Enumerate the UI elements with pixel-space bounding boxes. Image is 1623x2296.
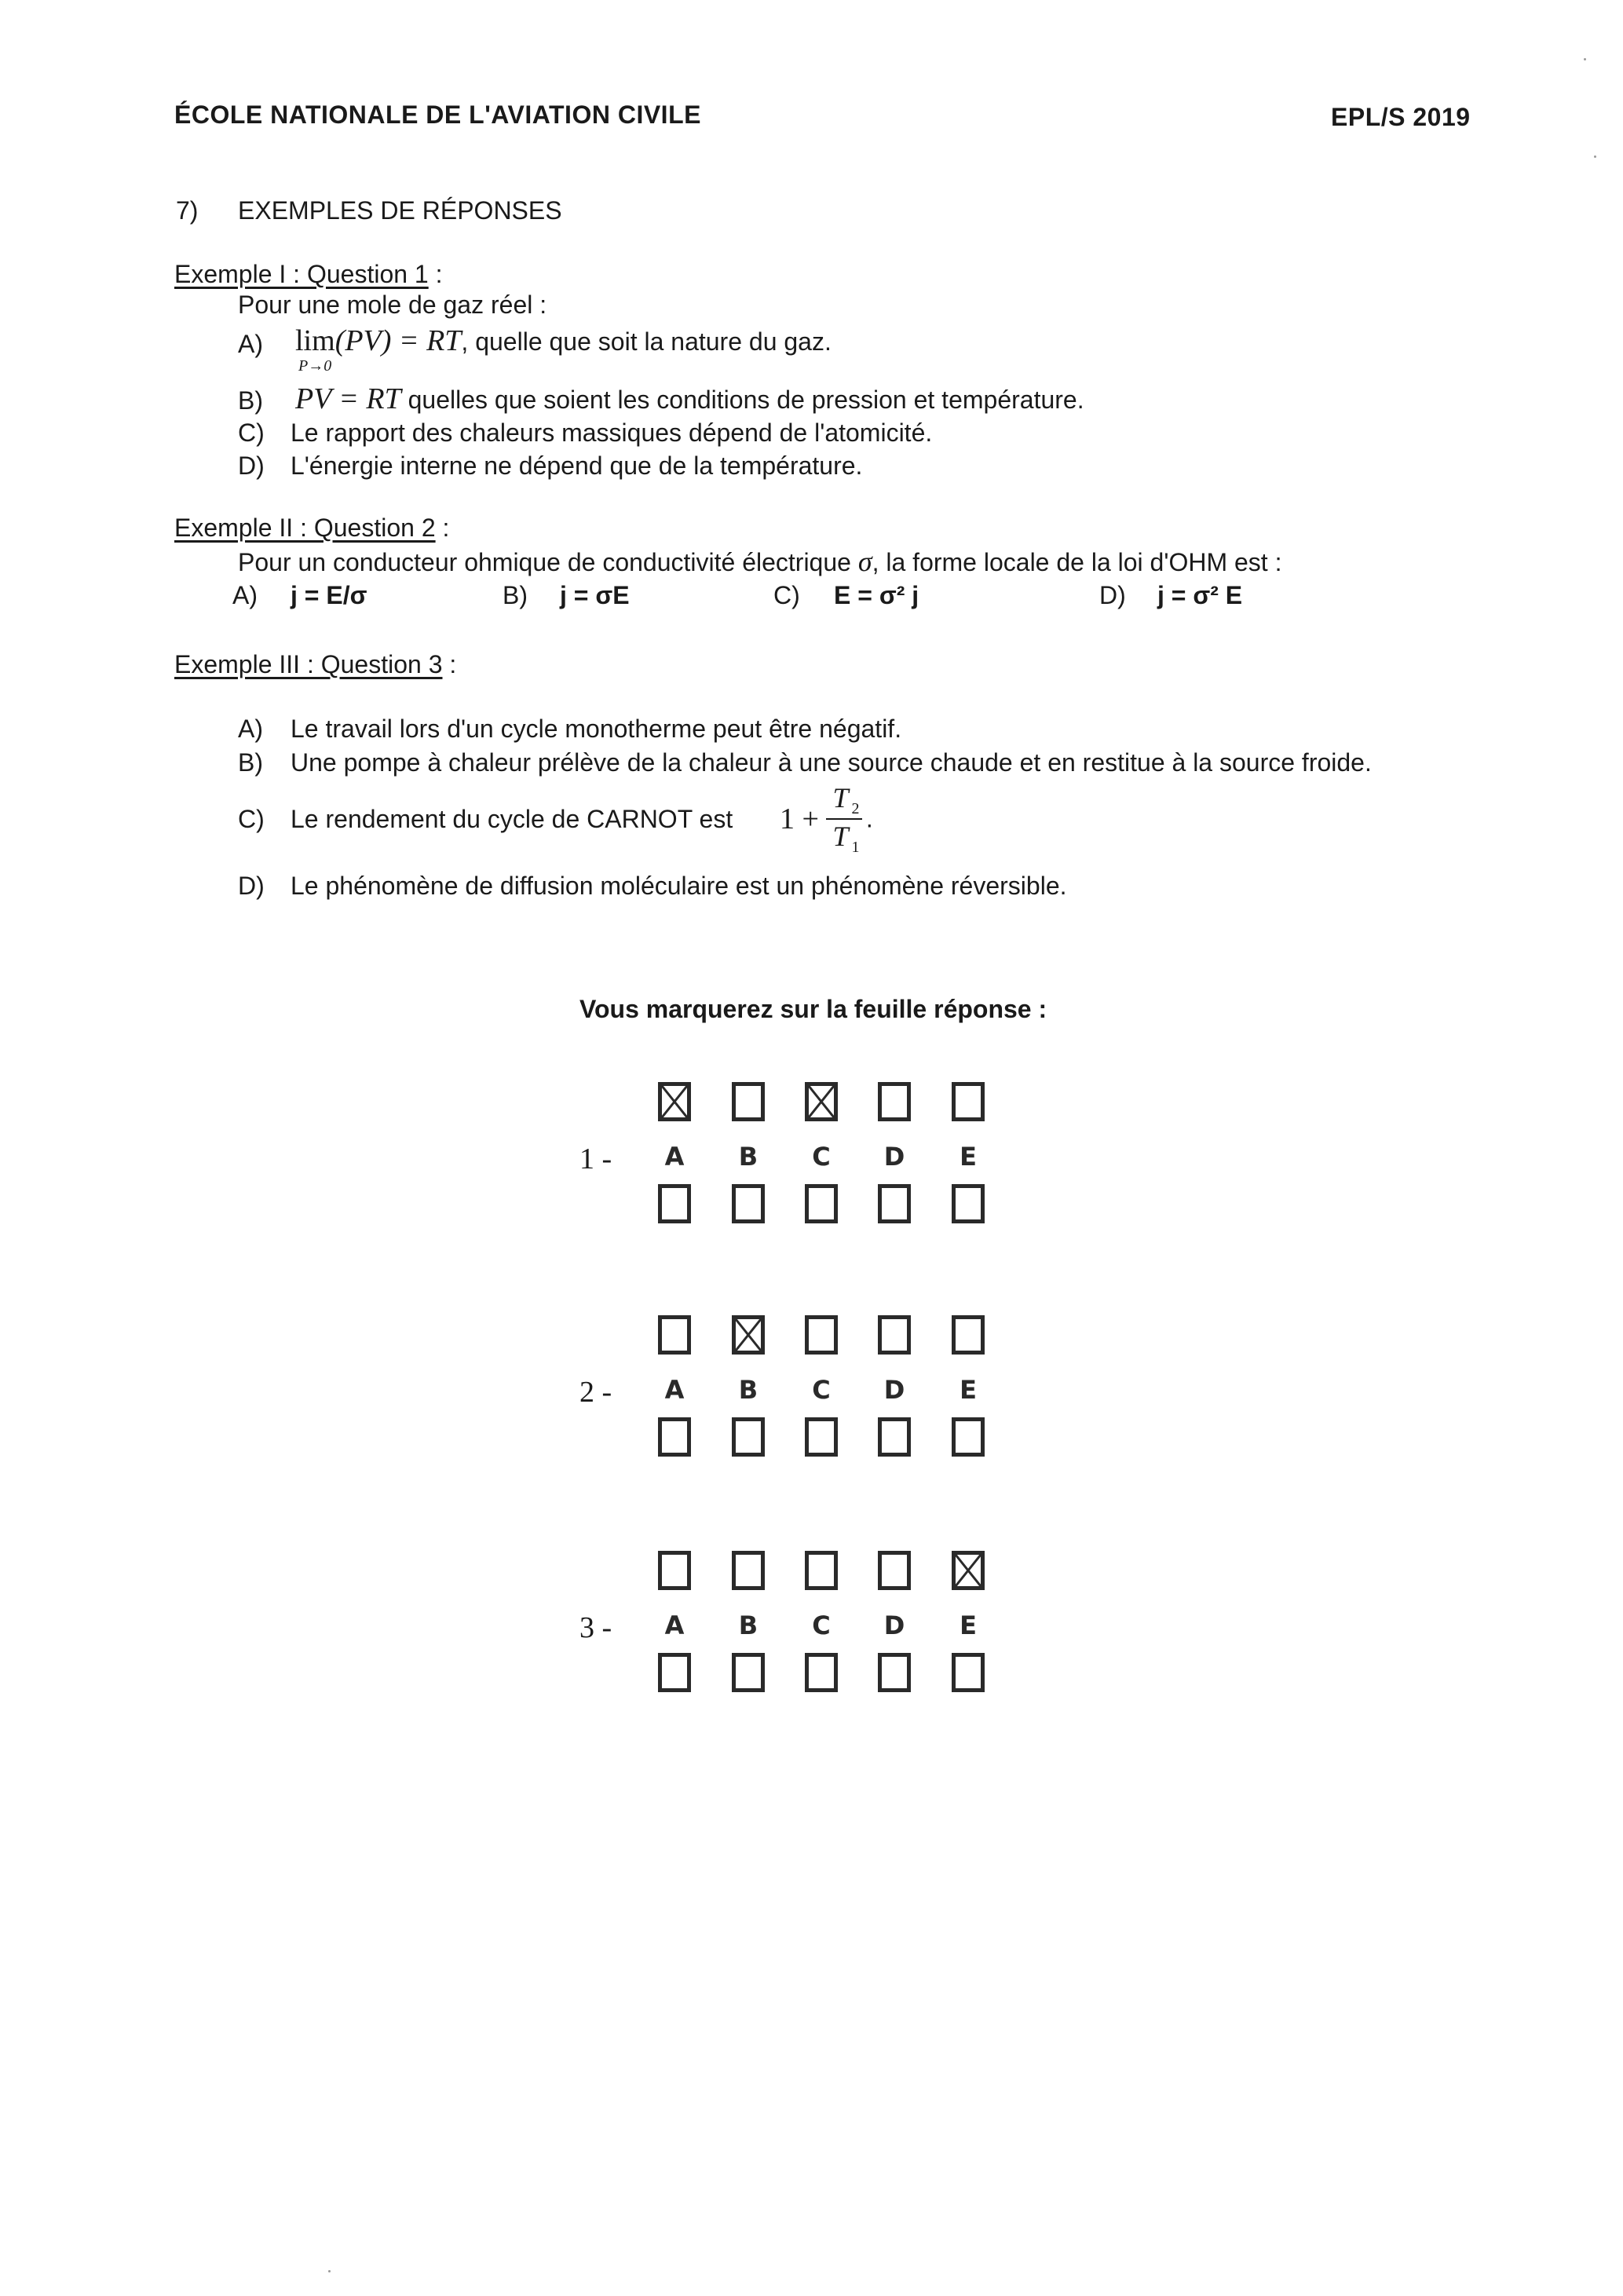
section-title: EXEMPLES DE RÉPONSES: [238, 196, 562, 225]
answer-letter: E: [960, 1610, 977, 1640]
answer-checkbox-3-e[interactable]: [952, 1551, 985, 1590]
answer-letter: B: [738, 1142, 758, 1172]
answer-letter: C: [812, 1375, 831, 1405]
answer-correction-checkbox-2-a[interactable]: [658, 1417, 691, 1457]
answer-checkbox-2-a[interactable]: [658, 1315, 691, 1355]
answer-correction-checkbox-3-d[interactable]: [878, 1653, 911, 1692]
answer-sheet-title: Vous marquerez sur la feuille réponse :: [579, 995, 1047, 1023]
example2-option-c: E = σ² j: [834, 581, 919, 609]
example3-text-b: Une pompe à chaleur prélève de la chaleur à une source chaude et en restitue à la source froide.: [291, 748, 1372, 777]
answer-correction-checkbox-3-b[interactable]: [732, 1653, 765, 1692]
example1-formula-b: PV = RT quelles que soient les conditions de pression et température.: [295, 382, 1084, 415]
answer-letter: C: [812, 1142, 831, 1172]
cross-mark-icon: [809, 1086, 834, 1117]
answer-correction-checkbox-3-a[interactable]: [658, 1653, 691, 1692]
example2-label-d: D): [1099, 581, 1126, 609]
answer-correction-checkbox-2-d[interactable]: [878, 1417, 911, 1457]
example1-heading: Exemple I : Question 1 :: [174, 260, 443, 288]
answer-letter: E: [960, 1142, 977, 1172]
section-number: 7): [176, 196, 199, 225]
example3-text-c: Le rendement du cycle de CARNOT est: [291, 805, 733, 833]
answer-checkbox-3-b[interactable]: [732, 1551, 765, 1590]
exam-code: EPL/S 2019: [1331, 103, 1471, 131]
answer-checkbox-2-d[interactable]: [878, 1315, 911, 1355]
example1-text-d: L'énergie interne ne dépend que de la température.: [291, 452, 863, 480]
cross-mark-icon: [736, 1319, 761, 1351]
answer-correction-checkbox-2-c[interactable]: [805, 1417, 838, 1457]
example2-heading: Exemple II : Question 2 :: [174, 514, 450, 542]
answer-letter: D: [883, 1142, 905, 1172]
example1-label-d: D): [238, 452, 265, 480]
answer-checkbox-1-d[interactable]: [878, 1082, 911, 1121]
example2-option-a: j = E/σ: [291, 581, 367, 609]
scan-speck: [1594, 155, 1596, 158]
example1-formula-a: lim(PV) = RT, quelle que soit la nature du gaz.: [295, 324, 832, 357]
answer-letter: C: [812, 1610, 831, 1640]
example3-label-b: B): [238, 748, 263, 777]
carnot-formula: 1 + $\frac{T _2}{T _1}$ .: [780, 782, 873, 857]
answer-letter: D: [883, 1610, 905, 1640]
example1-label-a: A): [238, 330, 263, 358]
cross-mark-icon: [956, 1555, 981, 1586]
answer-correction-checkbox-2-b[interactable]: [732, 1417, 765, 1457]
answer-row-number: 3 -: [579, 1611, 612, 1644]
scan-speck: [1584, 58, 1586, 60]
answer-correction-checkbox-1-d[interactable]: [878, 1184, 911, 1223]
scan-speck: [328, 2270, 331, 2272]
answer-checkbox-3-a[interactable]: [658, 1551, 691, 1590]
answer-checkbox-1-c[interactable]: [805, 1082, 838, 1121]
answer-checkbox-1-a[interactable]: [658, 1082, 691, 1121]
answer-checkbox-2-c[interactable]: [805, 1315, 838, 1355]
example2-option-d: j = σ² E: [1157, 581, 1243, 609]
answer-correction-checkbox-2-e[interactable]: [952, 1417, 985, 1457]
answer-checkbox-1-e[interactable]: [952, 1082, 985, 1121]
example3-text-a: Le travail lors d'un cycle monotherme peut être négatif.: [291, 715, 902, 743]
answer-correction-checkbox-3-c[interactable]: [805, 1653, 838, 1692]
answer-letter: D: [883, 1375, 905, 1405]
example1-label-c: C): [238, 419, 265, 447]
example3-label-c: C): [238, 805, 265, 833]
answer-row-number: 1 -: [579, 1143, 612, 1175]
example1-text-c: Le rapport des chaleurs massiques dépend de l'atomicité.: [291, 419, 933, 447]
example3-label-d: D): [238, 872, 265, 900]
example2-label-c: C): [773, 581, 800, 609]
example3-label-a: A): [238, 715, 263, 743]
answer-letter: E: [960, 1375, 977, 1405]
answer-checkbox-1-b[interactable]: [732, 1082, 765, 1121]
answer-correction-checkbox-1-a[interactable]: [658, 1184, 691, 1223]
answer-row-number: 2 -: [579, 1376, 612, 1409]
answer-checkbox-3-c[interactable]: [805, 1551, 838, 1590]
cross-mark-icon: [662, 1086, 687, 1117]
example2-label-a: A): [232, 581, 258, 609]
answer-correction-checkbox-1-b[interactable]: [732, 1184, 765, 1223]
answer-correction-checkbox-1-e[interactable]: [952, 1184, 985, 1223]
example2-intro: Pour un conducteur ohmique de conductivité électrique σ, la forme locale de la loi d'OHM est :: [238, 546, 1282, 577]
example1-limit-subscript: P→0: [298, 357, 332, 375]
school-name: ÉCOLE NATIONALE DE L'AVIATION CIVILE: [174, 101, 701, 129]
answer-correction-checkbox-3-e[interactable]: [952, 1653, 985, 1692]
answer-checkbox-2-e[interactable]: [952, 1315, 985, 1355]
example2-label-b: B): [503, 581, 528, 609]
answer-checkbox-3-d[interactable]: [878, 1551, 911, 1590]
example1-intro: Pour une mole de gaz réel :: [238, 291, 547, 319]
example1-label-b: B): [238, 386, 263, 415]
answer-correction-checkbox-1-c[interactable]: [805, 1184, 838, 1223]
example3-text-d: Le phénomène de diffusion moléculaire est un phénomène réversible.: [291, 872, 1067, 900]
answer-checkbox-2-b[interactable]: [732, 1315, 765, 1355]
answer-letter: A: [664, 1142, 685, 1172]
answer-letter: A: [664, 1610, 685, 1640]
answer-letter: A: [664, 1375, 685, 1405]
example3-heading: Exemple III : Question 3 :: [174, 650, 457, 678]
example2-option-b: j = σE: [560, 581, 630, 609]
answer-letter: B: [738, 1610, 758, 1640]
answer-letter: B: [738, 1375, 758, 1405]
